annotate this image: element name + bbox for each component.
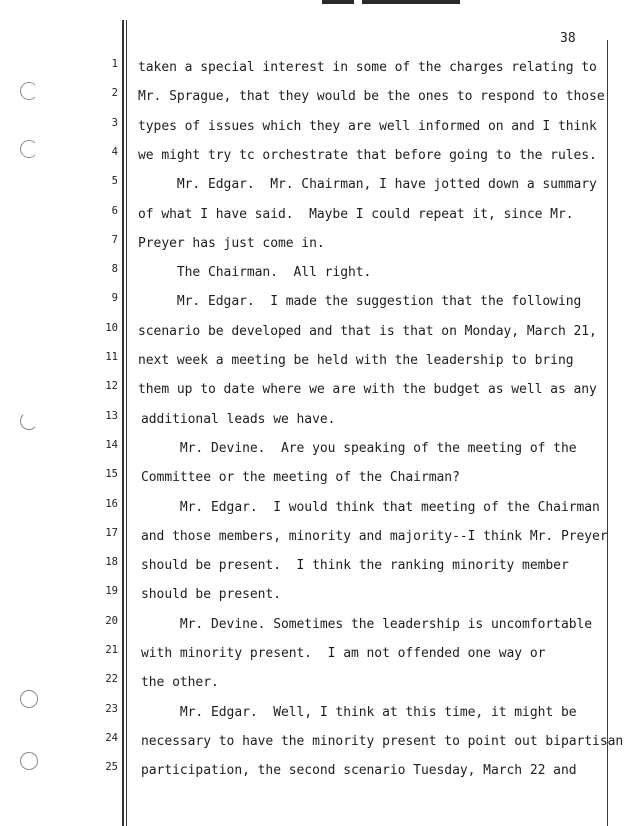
line-number: 17 <box>105 526 118 539</box>
line-number: 12 <box>105 380 118 393</box>
line-number: 16 <box>105 497 118 510</box>
transcript-line: we might try tc orchestrate that before going to the rules. <box>138 147 597 163</box>
transcript-line: Mr. Edgar. Mr. Chairman, I have jotted down a summary <box>138 177 597 193</box>
line-number: 18 <box>105 556 118 569</box>
transcript-line: Mr. Devine. Are you speaking of the meeting of the <box>141 440 577 456</box>
line-number: 22 <box>105 673 118 686</box>
line-number: 5 <box>111 175 118 188</box>
top-edge-mark <box>322 0 354 4</box>
binder-hole-icon <box>20 82 38 100</box>
line-number: 3 <box>111 116 118 129</box>
transcript-line: Mr. Edgar. I would think that meeting of the Chairman <box>141 499 600 515</box>
transcript-line: Mr. Devine. Sometimes the leadership is uncomfortable <box>141 616 593 632</box>
line-number: 24 <box>105 731 118 744</box>
line-number: 23 <box>105 702 118 715</box>
transcript-line: participation, the second scenario Tuesday, March 22 and <box>141 763 577 779</box>
line-number: 20 <box>105 614 118 627</box>
line-number: 2 <box>111 87 118 100</box>
line-number: 9 <box>111 292 118 305</box>
transcript-line: scenario be developed and that is that on Monday, March 21, <box>138 323 597 339</box>
transcript-line: Mr. Sprague, that they would be the ones to respond to those <box>138 89 605 105</box>
line-number: 10 <box>105 321 118 334</box>
binder-hole-icon <box>20 412 38 430</box>
transcript-line: the other. <box>141 675 219 691</box>
line-number: 13 <box>105 409 118 422</box>
transcript-line: Preyer has just come in. <box>138 235 325 251</box>
line-number: 7 <box>111 233 118 246</box>
transcript-line: additional leads we have. <box>141 411 336 427</box>
page-number: 38 <box>560 31 576 46</box>
transcript-line: next week a meeting be held with the leadership to bring <box>138 353 574 368</box>
transcript-line: should be present. <box>141 587 281 603</box>
transcript-line: taken a special interest in some of the charges relating to <box>138 60 597 75</box>
line-number: 8 <box>111 263 118 276</box>
binder-hole-icon <box>20 752 38 770</box>
binder-hole-icon <box>20 140 38 158</box>
top-edge-mark <box>362 0 460 4</box>
left-margin-rule <box>122 20 124 826</box>
binder-hole-icon <box>20 690 38 708</box>
transcript-line: necessary to have the minority present to point out bipartisan <box>141 733 624 749</box>
transcript-line: Mr. Edgar. Well, I think at this time, it might be <box>141 704 577 720</box>
right-margin-rule <box>607 40 608 826</box>
transcript-line: Mr. Edgar. I made the suggestion that the following <box>138 294 582 310</box>
line-number: 11 <box>105 351 118 363</box>
line-number: 21 <box>105 644 118 656</box>
transcript-line: with minority present. I am not offended one way or <box>141 646 546 661</box>
transcript-line: them up to date where we are with the budget as well as any <box>138 382 597 398</box>
line-number: 25 <box>105 761 118 774</box>
line-number: 19 <box>105 585 118 598</box>
line-number: 15 <box>105 468 118 481</box>
line-number: 14 <box>105 438 118 451</box>
transcript-line: and those members, minority and majority--I think Mr. Preyer <box>141 528 608 544</box>
left-margin-rule-inner <box>126 20 127 826</box>
transcript-line: types of issues which they are well informed on and I think <box>138 118 597 134</box>
line-number: 1 <box>111 58 118 70</box>
transcript-line: Committee or the meeting of the Chairman? <box>141 470 460 486</box>
line-number: 4 <box>111 145 118 158</box>
line-number: 6 <box>111 204 118 217</box>
transcript-line: should be present. I think the ranking minority member <box>141 558 569 574</box>
transcript-line: The Chairman. All right. <box>138 265 372 281</box>
transcript-line: of what I have said. Maybe I could repeat it, since Mr. <box>138 206 574 222</box>
